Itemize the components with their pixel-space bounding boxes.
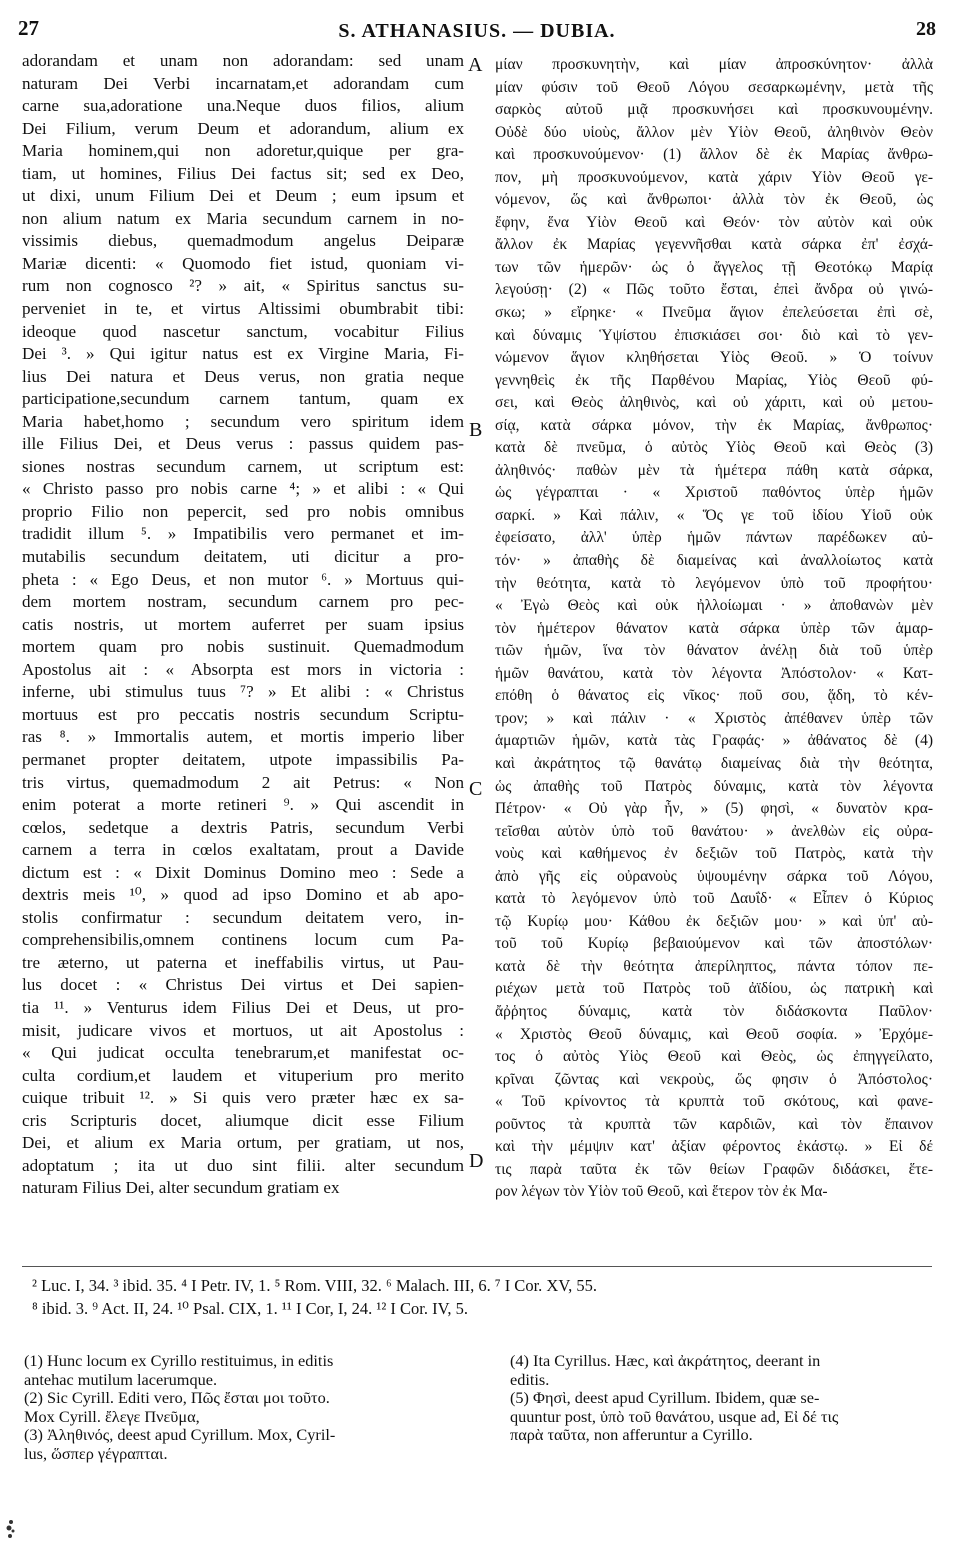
note-line: (5) Φησὶ, deest apud Cyrillum. Ibidem, quæ se- (510, 1388, 820, 1407)
reference-line: ⁸ ibid. 3. ⁹ Act. II, 24. ¹⁰ Psal. CIX, 1. ¹¹ I Cor, I, 24. ¹² I Cor. IV, 5. (32, 1298, 469, 1318)
note-line: παρὰ ταῦτα, non afferuntur a Cyrillo. (510, 1425, 753, 1444)
greek-text-line: νοὺς καὶ καθήμενος ἐν δεξιῶν τοῦ Πατρὸς, κατὰ τὴν (495, 845, 933, 863)
latin-text-line: perveniet in te, et virtus Altissimi obumbrabit tibi: (22, 299, 464, 319)
greek-text-line: ἔφην, ἕνα Υἱὸν Θεοῦ καὶ Θεόν· τὸν αὐτὸν καὶ οὐκ (495, 213, 933, 231)
latin-text-line: non alium natum ex Maria secundum carnem in no- (22, 208, 464, 228)
greek-text-line: ριέχων μετὰ τοῦ Πατρὸς τοῦ ἀϊδίου, ὡς πατρικὴ καὶ (495, 980, 933, 998)
page-header (18, 10, 936, 40)
latin-text-line: stolis confirmatur : secundum deitatem vero, in- (22, 907, 464, 927)
latin-text-line: Maria hominem,qui non adoretur,quique per gra- (22, 141, 464, 161)
page-number-left: 27 (18, 16, 39, 40)
running-title: S. ATHANASIUS. — DUBIA. (338, 20, 616, 42)
greek-text-line: « Τοῦ κρίνοντος τὰ κρυπτὰ τοῦ σκότους, καὶ φανε- (495, 1093, 933, 1111)
greek-text-line: ἡμῶν θανάτου, κατὰ τὸν λέγοντα Ἀπόστολον· « Κατ- (495, 664, 933, 682)
latin-text-line: vissimis diebus, quemadmodum angelus Deiparæ (22, 231, 464, 251)
latin-text-line: cris Scripturis docet, aliumque dicit esse Filium (22, 1110, 464, 1130)
latin-text-line: ut dixi, unum Filium Dei et Deum ; eum ipsum et (22, 186, 464, 206)
latin-text-line: tia ¹¹. » Venturus idem Filius Dei et Deus, ut pro- (22, 997, 464, 1017)
greek-text-line: κρῖναι ζῶντας καὶ νεκροὺς, ὥς φησιν ὁ Ἀπόστολος· (495, 1070, 933, 1088)
greek-text-line: ρον λέγων τὸν Υἱὸν τοῦ Θεοῦ, καὶ ἕτερον τὸν ἐκ Μα- (495, 1183, 828, 1201)
latin-text-line: participatione,secundum carnem tantum, quam ex (22, 389, 464, 409)
scripture-references (32, 1274, 932, 1319)
latin-text-line: dem mortem nostram, secundum carnem pro pec- (22, 592, 464, 612)
note-line: (1) Hunc locum ex Cyrillo restituimus, in editis (24, 1351, 334, 1370)
latin-text-line: Maria habet,homo ; secundum vero spiritum idem (22, 411, 464, 431)
latin-text-line: mutabilis secundum deitatem, uti dicitur a pro- (22, 547, 464, 567)
greek-text-line: λεγούσῃ· (2) « Πῶς τοῦτο ἔσται, ἐπεὶ ἄνδρα οὐ γινώ- (495, 281, 933, 299)
latin-text-line: lus docet : « Christus Dei virtus et Dei sapien- (22, 975, 464, 995)
greek-text-line: καὶ τὴν μέμψιν κατ' ἀξίαν φέροντος ἑκάστῳ. » Εἰ δέ (495, 1138, 933, 1156)
greek-text-line: τῷ Κυρίῳ μου· Κάθου ἐκ δεξιῶν μου· » καὶ ὑπ' αὐ- (495, 912, 933, 930)
note-line: editis. (510, 1369, 550, 1389)
greek-text-line: σαρκὸς αὐτοῦ μιᾷ προσκυνήσει καὶ προσκυνουμένην. (495, 101, 933, 119)
latin-text-line: ras ⁸. » Immortalis autem, et mortis imperio liber (22, 727, 464, 747)
greek-text-line: πον, μὴ προσκυνούμενον, κατὰ χάριν Υἱὸν Θεοῦ γε- (495, 168, 933, 186)
greek-text-line: καὶ προσκυνούμενον· (1) ἄλλον δὲ ἐκ Μαρίας ἄνθρω- (495, 146, 933, 164)
greek-text-line: των τῶν ἡμερῶν· ὡς ὁ ἄγγελος τῇ Θεοτόκῳ Μαρίᾳ (495, 258, 933, 276)
greek-text-line: επόθη ὁ θάνατος εἰς νῖκος· ποῦ σου, ᾅδη, τὸ κέν- (495, 687, 933, 705)
margin-marker-c: C (469, 778, 483, 800)
greek-text-line: ὡς γέγραπται · « Χριστοῦ παθόντος ὑπὲρ ἡμῶν (495, 484, 933, 502)
latin-text-line: Apostolus ait : « Absorpta est mors in victoria : (22, 659, 464, 679)
latin-text-line: carnem a terra in cœlos exaltatam, prout a Davide (22, 840, 464, 860)
latin-text-line: « Qui judicat occulta tenebrarum,et manifestat oc- (22, 1043, 464, 1063)
latin-text-line: proprio Filio non pepercit, sed pro nobis omnibus (22, 501, 464, 521)
greek-text-line: Πέτρον· « Οὐ γὰρ ἦν, » (5) φησὶ, « δυνατὸν κρα- (495, 800, 933, 818)
ink-smudge-mark (4, 1516, 18, 1540)
latin-text-line: inferne, ubi stimulus tuus ⁷? » Et alibi : « Christus (22, 682, 464, 702)
latin-text-line: dextris meis ¹⁰, » quod ad ipso Domino et ab apo- (22, 885, 464, 905)
greek-column (495, 54, 933, 1204)
greek-text-line: σει, καὶ Θεὸς ἀληθινὸς, καὶ οὐ χάριτι, καὶ οὐ μετου- (495, 394, 933, 412)
note-line: quuntur post, ὑπὸ τοῦ θανάτου, usque ad, Εἰ δέ τις (510, 1406, 839, 1426)
note-line: (3) Ἀληθινός, deest apud Cyrillum. Mox, Cyril- (24, 1425, 336, 1444)
greek-text-line: τος ὁ αὐτὸς Υἱὸς Θεοῦ καὶ Θεὸς, ὡς ἐπηγγείλατο, (495, 1048, 933, 1066)
greek-text-line: μίαν προσκυνητὴν, καὶ μίαν ἀπροσκύνητον· ἀλλὰ (495, 56, 933, 73)
latin-text-line: naturam Filius Dei, alter secundum gratiam ex (22, 1178, 340, 1198)
greek-text-line: ἄῤῥητος δύναμις, κατὰ τὸν διδάσκοντα Παῦλον· (495, 1002, 933, 1020)
note-line: Mox Cyrill. ἔλεγε Πνεῦμα, (24, 1406, 200, 1426)
latin-text-line: enim poterat a morte retineri ⁹. » Qui ascendit in (22, 795, 464, 815)
greek-text-line: καὶ δύναμις Ὑψίστου ἐπισκιάσει σοι· διὸ καὶ τὸ γεν- (495, 326, 933, 344)
greek-text-line: τρον; » καὶ πάλιν · « Χριστὸς ἀπέθανεν ὑπὲρ τῶν (495, 709, 933, 727)
greek-text-line: τιῶν ἡμῶν, ἵνα τὸν θάνατον ἀνέλῃ διὰ τοῦ ὑπὲρ (495, 642, 933, 660)
latin-text-line: Dei ³. » Qui igitur natus est ex Virgine Maria, Fi- (22, 344, 464, 364)
latin-text-line: siones nostras secundum carnem, ut scriptum est: (22, 456, 464, 476)
note-line: antehac mutilum lacerumque. (24, 1369, 218, 1389)
latin-text-line: comprehensibilis,omnem continens locum cum Pa- (22, 930, 464, 950)
greek-text-line: ἁμαρτιῶν ἡμῶν, κατὰ τὰς Γραφάς· » ἀθάνατος δὲ (4) (495, 732, 933, 750)
latin-column (22, 50, 464, 1200)
note-line: (2) Sic Cyrill. Editi vero, Πῶς ἔσται μοι τοῦτο. (24, 1388, 330, 1407)
greek-text-line: σαρκί. » Καὶ πάλιν, « Ὅς γε τοῦ ἰδίου Υἱοῦ οὐκ (495, 506, 933, 524)
reference-line: ² Luc. I, 34. ³ ibid. 35. ⁴ I Petr. IV, 1. ⁵ Rom. VIII, 32. ⁶ Malach. III, 6. ⁷ I Cor. XV, 55. (32, 1276, 597, 1295)
latin-text-line: Dei, et alium ex Maria ortum, per gratiam, ut nos, (22, 1133, 464, 1153)
greek-text-line: νόμενον, ὥς καὶ ἄνθρωποι· ἀλλὰ τὸν ἐκ Θεοῦ, ὡς (495, 191, 933, 209)
greek-text-line: νώμενον ἅγιον κληθήσεται Υἱὸς Θεοῦ. » Ὁ τοίνυν (495, 349, 933, 367)
greek-text-line: « Ἐγὼ Θεὸς καὶ οὐκ ἠλλοίωμαι · » ἀποθανὼν μὲν (495, 597, 933, 615)
margin-marker-d: D (469, 1150, 484, 1172)
greek-text-line: τὴν θεότητα, κατὰ τὸ λεγόμενον ὑπὸ τοῦ προφήτου· (495, 574, 933, 592)
latin-text-line: tradidit illum ⁵. » Impatibilis vero permanet et im- (22, 524, 464, 544)
greek-text-line: καὶ ἀκράτητος τῷ θανάτῳ διαμείνας διὰ τὴν θεότητα, (495, 754, 933, 772)
latin-text-line: mortem quam pro nobis sustinuit. Quemadmodum (22, 637, 464, 657)
latin-text-line: mortuus est pro peccatis nostris secundum Scriptu- (22, 704, 464, 724)
note-line: (4) Ita Cyrillus. Hæc, καὶ ἀκράτητος, deerant in (510, 1351, 821, 1370)
greek-text-line: μίαν φύσιν τοῦ Θεοῦ Λόγου σεσαρκωμένην, μετὰ τῆς (495, 78, 933, 96)
greek-text-line: ροῦντος τὰ κρυπτὰ τῶν καρδιῶν, καὶ τὸν ἔπαινον (495, 1115, 933, 1133)
editorial-notes-right (510, 1352, 935, 1445)
latin-text-line: ille Filius Dei, et Deus verus : passus quidem pas- (22, 434, 464, 454)
greek-text-line: σκω; » εἴρηκε· « Πνεῦμα ἅγιον ἐπελεύσεται ἐπὶ σὲ, (495, 304, 933, 322)
greek-text-line: ἄλλον ἐκ Μαρίας γεγεννῆσθαι κατὰ σάρκα ἐπ' ἐσχά- (495, 236, 933, 254)
greek-text-line: τεῖσθαι αὐτὸν ὑπὸ τοῦ θανάτου· » ἀνελθὼν εἰς οὐρα- (495, 822, 933, 840)
greek-text-line: κατὰ δὲ τὴν θεότητα ἀπερίληπτος, πάντα τόπον πε- (495, 957, 933, 975)
latin-text-line: catis nostris, ut mortem auferret per suam ipsius (22, 614, 464, 634)
greek-text-line: ἀληθινός· παθὼν μὲν τὰ ἡμέτερα πάθη κατὰ σάρκα, (495, 461, 933, 479)
greek-text-line: τοῦ τοῦ Κυρίῳ βεβαιούμενον καὶ τῶν ἀποστόλων· (495, 935, 933, 953)
latin-text-line: cœlos, sedetque a dextris Patris, secundum Verbi (22, 817, 464, 837)
latin-text-line: carne sua,adoratione una.Neque duos filios, alium (22, 96, 464, 116)
latin-text-line: lius Dei natura et Deus verus, non gratia neque (22, 366, 464, 386)
latin-text-line: tiam, ut homines, Filius Dei factus sit; sed ex Deo, (22, 163, 464, 183)
latin-text-line: pheta : « Ego Deus, et non mutor ⁶. » Mortuus qui- (22, 569, 464, 589)
latin-text-line: misit, judicare vivos et mortuos, ut ait Apostolus : (22, 1020, 464, 1040)
greek-text-line: κατὰ τὸ λεγόμενον ὑπὸ τοῦ Δαυΐδ· « Εἶπεν ὁ Κύριος (495, 890, 933, 908)
latin-text-line: ideoque quod nascetur sanctum, vocabitur Filius (22, 321, 464, 341)
latin-text-line: tre æterno, ut paterna et ineffabilis virtus, ut Pau- (22, 952, 464, 972)
latin-text-line: permanet propter deitatem, utpote impassibilis Pa- (22, 749, 464, 769)
latin-text-line: dictum est : « Dixit Dominus Domino meo : Sede a (22, 862, 464, 882)
greek-text-line: « Χριστὸς Θεοῦ δύναμις, καὶ Θεοῦ σοφία. » Ἐρχόμε- (495, 1025, 933, 1043)
page-number-right: 28 (916, 18, 936, 40)
latin-text-line: Mariæ dicenti: « Quomodo fiet istud, quoniam vi- (22, 253, 464, 273)
greek-text-line: τις παρὰ ταῦτα ἐκ τῶν θείων Γραφῶν διδάσκει, ἕτε- (495, 1160, 933, 1178)
greek-text-line: τόν· » ἀπαθὴς δὲ διαμείνας καὶ ἀναλλοίωτος κατὰ (495, 552, 933, 570)
editorial-notes-left (24, 1352, 464, 1463)
greek-text-line: ἀπὸ γῆς εἰς οὐρανοὺς ὑψουμένην σάρκα τοῦ Λόγου, (495, 867, 933, 885)
latin-text-line: adoptatum ; ita ut duo sint filii. alter secundum (22, 1155, 464, 1175)
latin-text-line: tris virtus, quemadmodum 2 ait Petrus: « Non (22, 772, 464, 792)
greek-text-line: τὸν ἡμέτερον θάνατον κατὰ σάρκα ὑπὲρ τῶν ἁμαρ- (495, 619, 933, 637)
latin-text-line: naturam Dei Verbi incarnatam,et adorandam cum (22, 73, 464, 93)
latin-text-line: culta cordium,et laudem et vituperium pro merito (22, 1065, 464, 1085)
greek-text-line: κατὰ δὲ πνεῦμα, ὁ αὐτὸς Υἱὸς Θεοῦ καὶ Θεὸς (3) (495, 439, 933, 457)
margin-marker-a: A (468, 54, 483, 76)
footnote-divider (22, 1266, 932, 1267)
greek-text-line: σίᾳ, κατὰ σάρκα μόνον, τὴν ἐκ Μαρίας, ἄνθρωπος· (495, 416, 933, 434)
greek-text-line: γεννηθεὶς ἐκ τῆς Παρθένου Μαρίας, Υἱὸς Θεοῦ φύ- (495, 371, 933, 389)
note-line: lus, ὥσπερ γέγραπται. (24, 1443, 168, 1463)
latin-text-line: « Christo passo pro nobis carne ⁴; » et alibi : « Qui (22, 479, 464, 499)
latin-text-line: Dei Filium, verum Deum et adorandum, alium ex (22, 118, 464, 138)
latin-text-line: adorandam et unam non adorandam: sed unam (22, 51, 464, 70)
greek-text-line: Οὐδὲ δύο υἱοὺς, ἄλλον μὲν Υἱὸν Θεοῦ, ἀληθινὸν Θεὸν (495, 123, 933, 141)
latin-text-line: rum non cognosco ²? » ait, « Spiritus sanctus su- (22, 276, 464, 296)
greek-text-line: ὡς ἀπαθὴς τοῦ Πατρὸς δύναμις, κατὰ τὸν λέγοντα (495, 777, 933, 795)
margin-marker-b: B (469, 419, 483, 441)
latin-text-line: cuique tribuit ¹². » Si quis vero præter hæc ex sa- (22, 1088, 464, 1108)
greek-text-line: ἐφείσατο, ἀλλ' ὑπὲρ ἡμῶν πάντων παρέδωκεν αὐ- (495, 529, 933, 547)
